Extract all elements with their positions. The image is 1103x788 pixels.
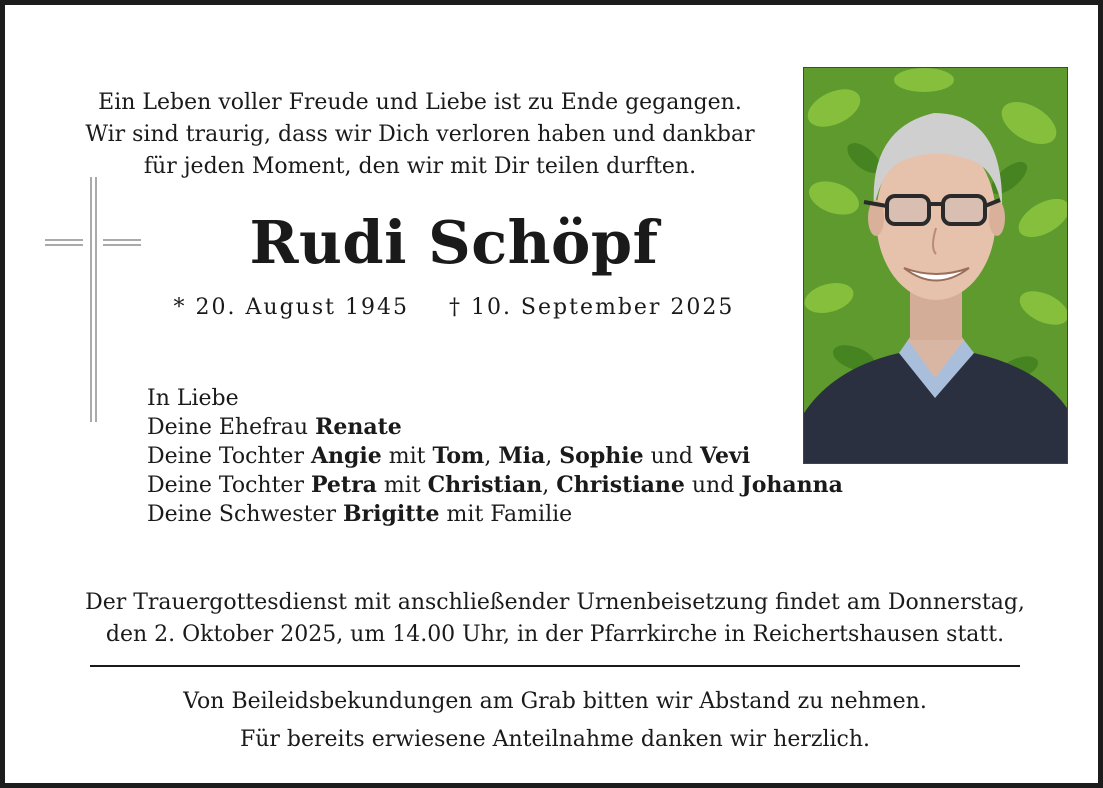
service-line: den 2. Oktober 2025, um 14.00 Uhr, in der Pfarrkirche in Reichertshausen statt. [105,622,1005,647]
relation-text: mit Familie [439,502,573,527]
deceased-name: Rudi Schöpf [249,208,659,277]
service-announcement [35,587,1075,651]
intro-line: für jeden Moment, den wir mit Dir teilen durften. [143,154,697,179]
connector-text: und [684,473,742,498]
divider [90,665,1020,667]
relation-text: Deine Tochter [147,473,311,498]
relative-name: Christian [427,472,543,498]
relation-text: Deine Ehefrau [147,415,316,440]
family-line [147,471,843,500]
intro-text [65,87,775,183]
separator-text: , [545,444,560,469]
relative-name: Vevi [700,443,751,469]
connector-text: mit [376,473,428,498]
relation-text: Deine Tochter [147,444,311,469]
family-line [147,413,843,442]
death-date: † 10. September 2025 [448,295,735,320]
family-line [147,500,843,529]
relative-name: Renate [315,414,402,440]
relative-name: Petra [310,472,377,498]
relative-name: Mia [498,443,546,469]
intro-line: Wir sind traurig, dass wir Dich verloren haben und dankbar [85,122,755,147]
family-list [147,385,843,529]
portrait-image [804,68,1067,463]
relative-name: Sophie [559,443,644,469]
intro-line: Ein Leben voller Freude und Liebe ist zu Ende gegangen. [98,90,742,115]
relative-name: Johanna [741,472,843,498]
relative-name: Brigitte [342,501,440,527]
service-line: Der Trauergottesdienst mit anschließender Urnenbeisetzung findet am Donnerstag, [85,590,1025,615]
closing-line: Für bereits erwiesene Anteilnahme danken wir herzlich. [239,727,871,752]
family-opening: In Liebe [147,386,239,411]
closing-line: Von Beileidsbekundungen am Grab bitten wir Abstand zu nehmen. [183,689,927,714]
closing-text [35,683,1075,759]
relative-name: Angie [310,443,382,469]
family-line [147,442,843,471]
portrait-photo [803,67,1068,464]
separator-text: , [542,473,557,498]
relation-text: Deine Schwester [147,502,343,527]
connector-text: und [643,444,700,469]
relative-name: Christiane [556,472,685,498]
birth-date: * 20. August 1945 [173,295,409,320]
connector-text: mit [381,444,433,469]
relative-name: Tom [432,443,485,469]
life-dates [65,295,843,320]
separator-text: , [484,444,499,469]
